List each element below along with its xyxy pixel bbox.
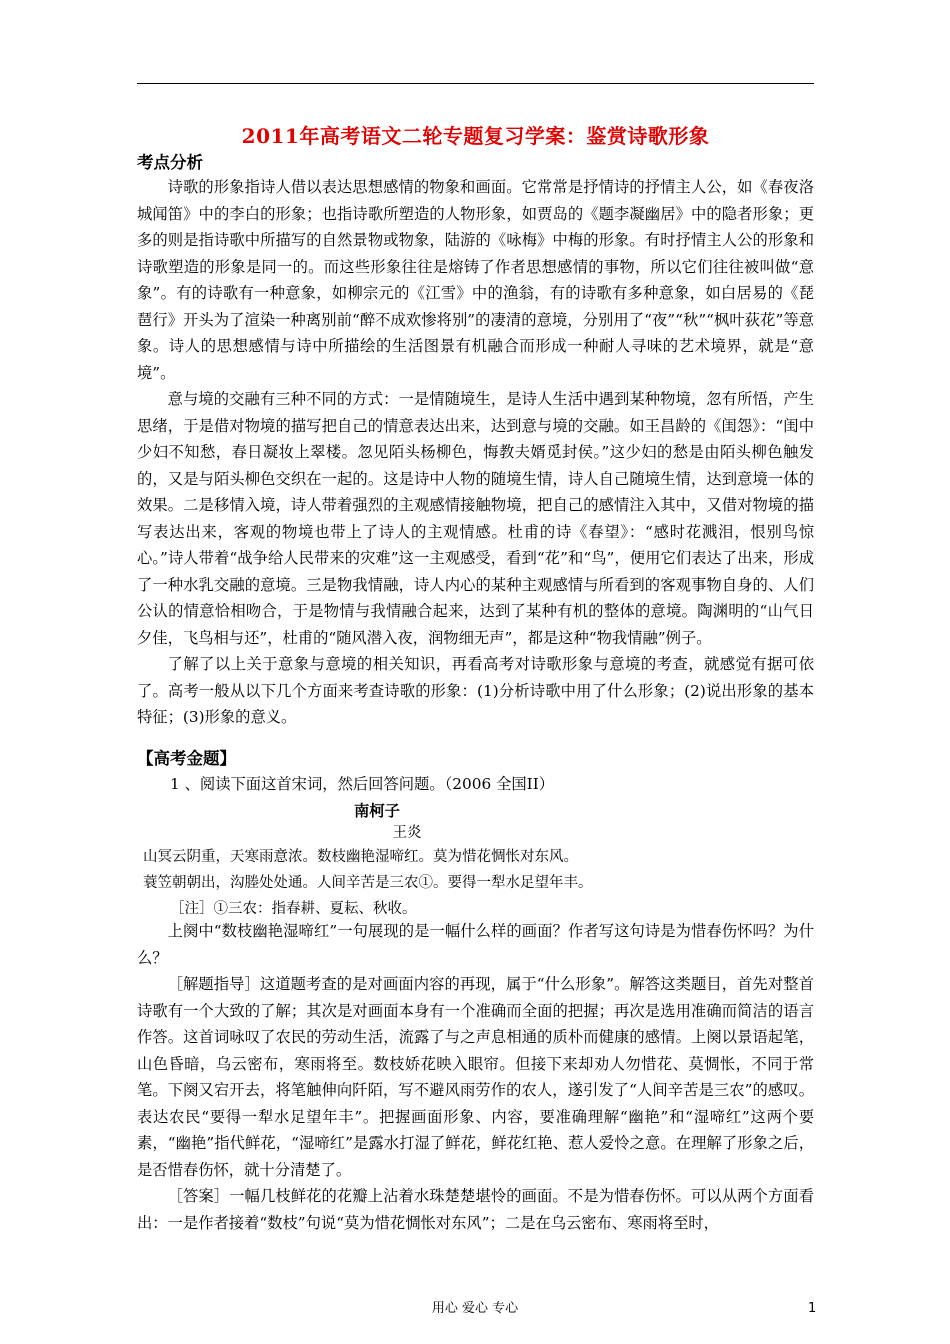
poem-line-2: 蓑笠朝朝出，沟塍处处通。人间辛苦是三农①。要得一犁水足望年丰。 [143,875,593,891]
guidance-text: ［解题指导］这道题考查的是对画面内容的再现，属于“什么形象”。解答这类题目，首先对整首诗歌有一个大致的了解；其次是对画面本身有一个准确而全面的把握；再次是选用准确而简洁的语言作答。这首词咏叹了农民的劳动生活，流露了与之声息相通的质朴而健康的感情。上阕以景语起笔，山色昏暗，乌云密布，寒雨将至。数枝娇花映入眼帘。但接下来却劝人勿惜花、莫惆怅，不同于常笔。下阕又宕开去，将笔触伸向阡陌，写不避风雨劳作的农人，遂引发了“人间辛苦是三农”的感叹。表达农民“要得一犁水足望年丰”。把握画面形象、内容，要准确理解“幽艳”和“湿啼红”这两个要素，“幽艳”指代鲜花，“湿啼红”是露水打湿了鲜花，鲜花红艳、惹人爱怜之意。在理解了形象之后，是否惜春伤怀，就十分清楚了。 [137,975,814,1179]
section-heading-analysis: 考点分析 [137,153,203,172]
analysis-paragraph-1: 诗歌的形象指诗人借以表达思想感情的物象和画面。它常常是抒情诗的抒情主人公，如《春夜洛城闻笛》中的李白的形象；也指诗歌所塑造的人物形象，如贾岛的《题李凝幽居》中的隐者形象；更多的则是指诗歌中所描写的自然景物或物象，陆游的《咏梅》中梅的形象。有时抒情主人公的形象和诗歌塑造的形象是同一的。而这些形象往往是熔铸了作者思想感情的事物，所以它们往往被叫做“意象”。有的诗歌有一种意象，如柳宗元的《江雪》中的渔翁，有的诗歌有多种意象，如白居易的《琵琶行》开头为了渲染一种离别前“醉不成欢惨将别”的凄清的意境，分别用了“夜”“秋”“枫叶荻花”等意象。诗人的思想感情与诗中所描绘的生活图景有机融合而形成一种耐人寻味的艺术境界，就是“意境”。 [137,178,814,382]
footer-motto: 用心 爱心 专心 [431,1301,519,1316]
header-rule [137,83,814,84]
page-number: 1 [808,1301,817,1316]
poem-author: 王炎 [392,825,422,841]
exam-body [137,918,814,1236]
question-text: 上阕中“数枝幽艳湿啼红”一句展现的是一幅什么样的画面？作者写这句诗是为惜春伤怀吗？为什么？ [137,922,814,967]
document-title: 2011年高考语文二轮专题复习学案：鉴赏诗歌形象 [241,124,710,148]
analysis-body [137,174,814,731]
answer-text: ［答案］一幅几枝鲜花的花瓣上沾着水珠楚楚堪怜的画面。不是为惜春伤怀。可以从两个方面看出：一是作者接着“数枝”句说“莫为惜花惆怅对东风”；二是在乌云密布、寒雨将至时， [137,1187,814,1232]
poem-note: ［注］①三农：指春耕、夏耘、秋收。 [170,901,417,917]
poem-line-1: 山冥云阴重，天寒雨意浓。数枝幽艳湿啼红。莫为惜花惆怅对东风。 [143,849,578,865]
analysis-paragraph-3: 了解了以上关于意象与意境的相关知识，再看高考对诗歌形象与意境的考查，就感觉有据可依了。高考一般从以下几个方面来考查诗歌的形象：(1)分析诗歌中用了什么形象；(2)说出形象的基本特征；(3)形象的意义。 [137,655,814,726]
section-heading-exam: 【高考金题】 [137,749,236,768]
analysis-paragraph-2: 意与境的交融有三种不同的方式：一是情随境生，是诗人生活中遇到某种物境，忽有所悟，产生思绪，于是借对物境的描写把自己的情意表达出来，达到意与境的交融。如王昌龄的《闺怨》：“闺中少妇不知愁，春日凝妆上翠楼。忽见陌头杨柳色，悔教夫婿觅封侯。”这少妇的愁是由陌头柳色触发的，又是与陌头柳色交织在一起的。这是诗中人物的随境生情，诗人自己随境生情，达到意境一体的效果。二是移情入境，诗人带着强烈的主观感情接触物境，把自己的感情注入其中，又借对物境的描写表达出来，客观的物境也带上了诗人的主观情感。杜甫的诗《春望》：“感时花溅泪，恨别鸟惊心。”诗人带着“战争给人民带来的灾难”这一主观感受，看到“花”和“鸟”，便用它们表达了出来，形成了一种水乳交融的意境。三是物我情融，诗人内心的某种主观感情与所看到的客观事物自身的、人们公认的情意恰相吻合，于是物情与我情融合起来，达到了某种有机的整体的意境。陶渊明的“山气日夕佳，飞鸟相与还”，杜甫的“随风潜入夜，润物细无声”，都是这种“物我情融”例子。 [137,390,814,647]
question-intro: 1 、阅读下面这首宋词，然后回答问题。（2006 全国II） [170,775,555,793]
poem-title: 南柯子 [354,802,400,820]
